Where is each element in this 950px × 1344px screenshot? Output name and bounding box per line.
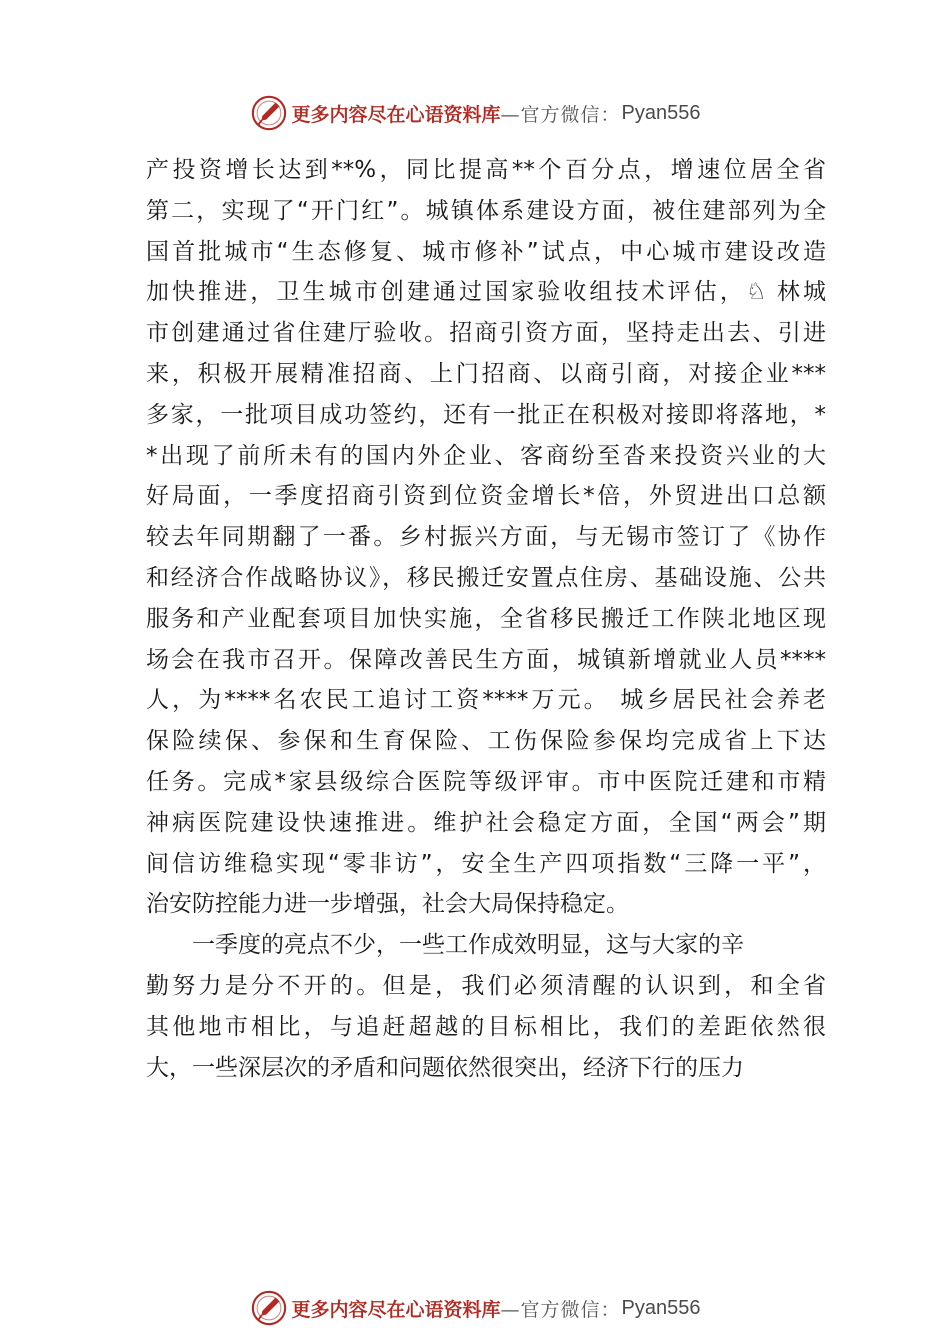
banner-wechat-handle: Pyan556 <box>621 1296 701 1319</box>
text-line: 任务。完成*家县级综合医院等级评审。市中医院迁建和市精 <box>146 768 826 795</box>
text-line: 市创建通过省住建厅验收。招商引资方面，坚持走出去、引进 <box>146 320 826 347</box>
text-line: 其他地市相比，与追赶超越的目标相比，我们的差距依然很 <box>146 1013 826 1040</box>
text-line: 保险续保、参保和生育保险、工伤保险参保均完成省上下达 <box>146 728 826 755</box>
text-line: 服务和产业配套项目加快实施，全省移民搬迁工作陕北地区现 <box>146 605 826 632</box>
text-line: 治安防控能力进一步增强，社会大局保持稳定。 <box>146 891 629 918</box>
text-line: 多家，一批项目成功签约，还有一批正在积极对接即将落地，* <box>146 401 826 428</box>
banner-separator: —官方微信： <box>500 103 621 126</box>
header-banner <box>0 93 950 133</box>
text-line: 第二，实现了“开门红”。城镇体系建设方面，被住建部列为全 <box>146 197 826 224</box>
footer-banner <box>0 1288 950 1328</box>
text-line: 人，为****名农民工追讨工资****万元。 城乡居民社会养老 <box>146 687 826 714</box>
text-line: 产投资增长达到**%，同比提高**个百分点，增速位居全省 <box>146 157 826 183</box>
paragraph-2 <box>146 925 826 1088</box>
text-line: 和经济合作战略协议》，移民搬迁安置点住房、基础设施、公共 <box>146 564 826 591</box>
text-line: 较去年同期翻了一番。乡村振兴方面，与无锡市签订了《协作 <box>146 524 826 551</box>
text-line: 大，一些深层次的矛盾和问题依然很突出，经济下行的压力 <box>146 1054 744 1081</box>
banner-separator: —官方微信： <box>500 1298 621 1321</box>
banner-title: 更多内容尽在心语资料库 <box>291 103 501 126</box>
text-line: 一季度的亮点不少，一些工作成效明显，这与大家的辛 <box>192 932 744 959</box>
text-line: 来，积极开展精准招商、上门招商、以商引商，对接企业*** <box>146 360 826 387</box>
paragraph-1 <box>146 150 826 925</box>
text-line: 国首批城市“生态修复、城市修补”试点，中心城市建设改造 <box>146 238 826 265</box>
document-body <box>146 150 826 1088</box>
banner-title: 更多内容尽在心语资料库 <box>291 1298 501 1321</box>
text-line: 好局面，一季度招商引资到位资金增长*倍，外贸进出口总额 <box>146 483 826 510</box>
text-line: 勤努力是分不开的。但是，我们必须清醒的认识到，和全省 <box>146 972 826 999</box>
text-line: *出现了前所未有的国内外企业、客商纷至沓来投资兴业的大 <box>146 442 826 469</box>
text-line: 间信访维稳实现“零非访”，安全生产四项指数“三降一平”， <box>146 850 826 877</box>
text-line: 神病医院建设快速推进。维护社会稳定方面，全国“两会”期 <box>146 809 826 836</box>
pen-seal-logo-icon <box>250 94 288 132</box>
banner-wechat-handle: Pyan556 <box>621 101 701 124</box>
text-line: 场会在我市召开。保障改善民生方面，城镇新增就业人员**** <box>146 646 826 673</box>
pen-seal-logo-icon <box>250 1289 288 1327</box>
text-line: 加快推进，卫生城市创建通过国家验收组技术评估，♘ 林城 <box>146 279 826 306</box>
